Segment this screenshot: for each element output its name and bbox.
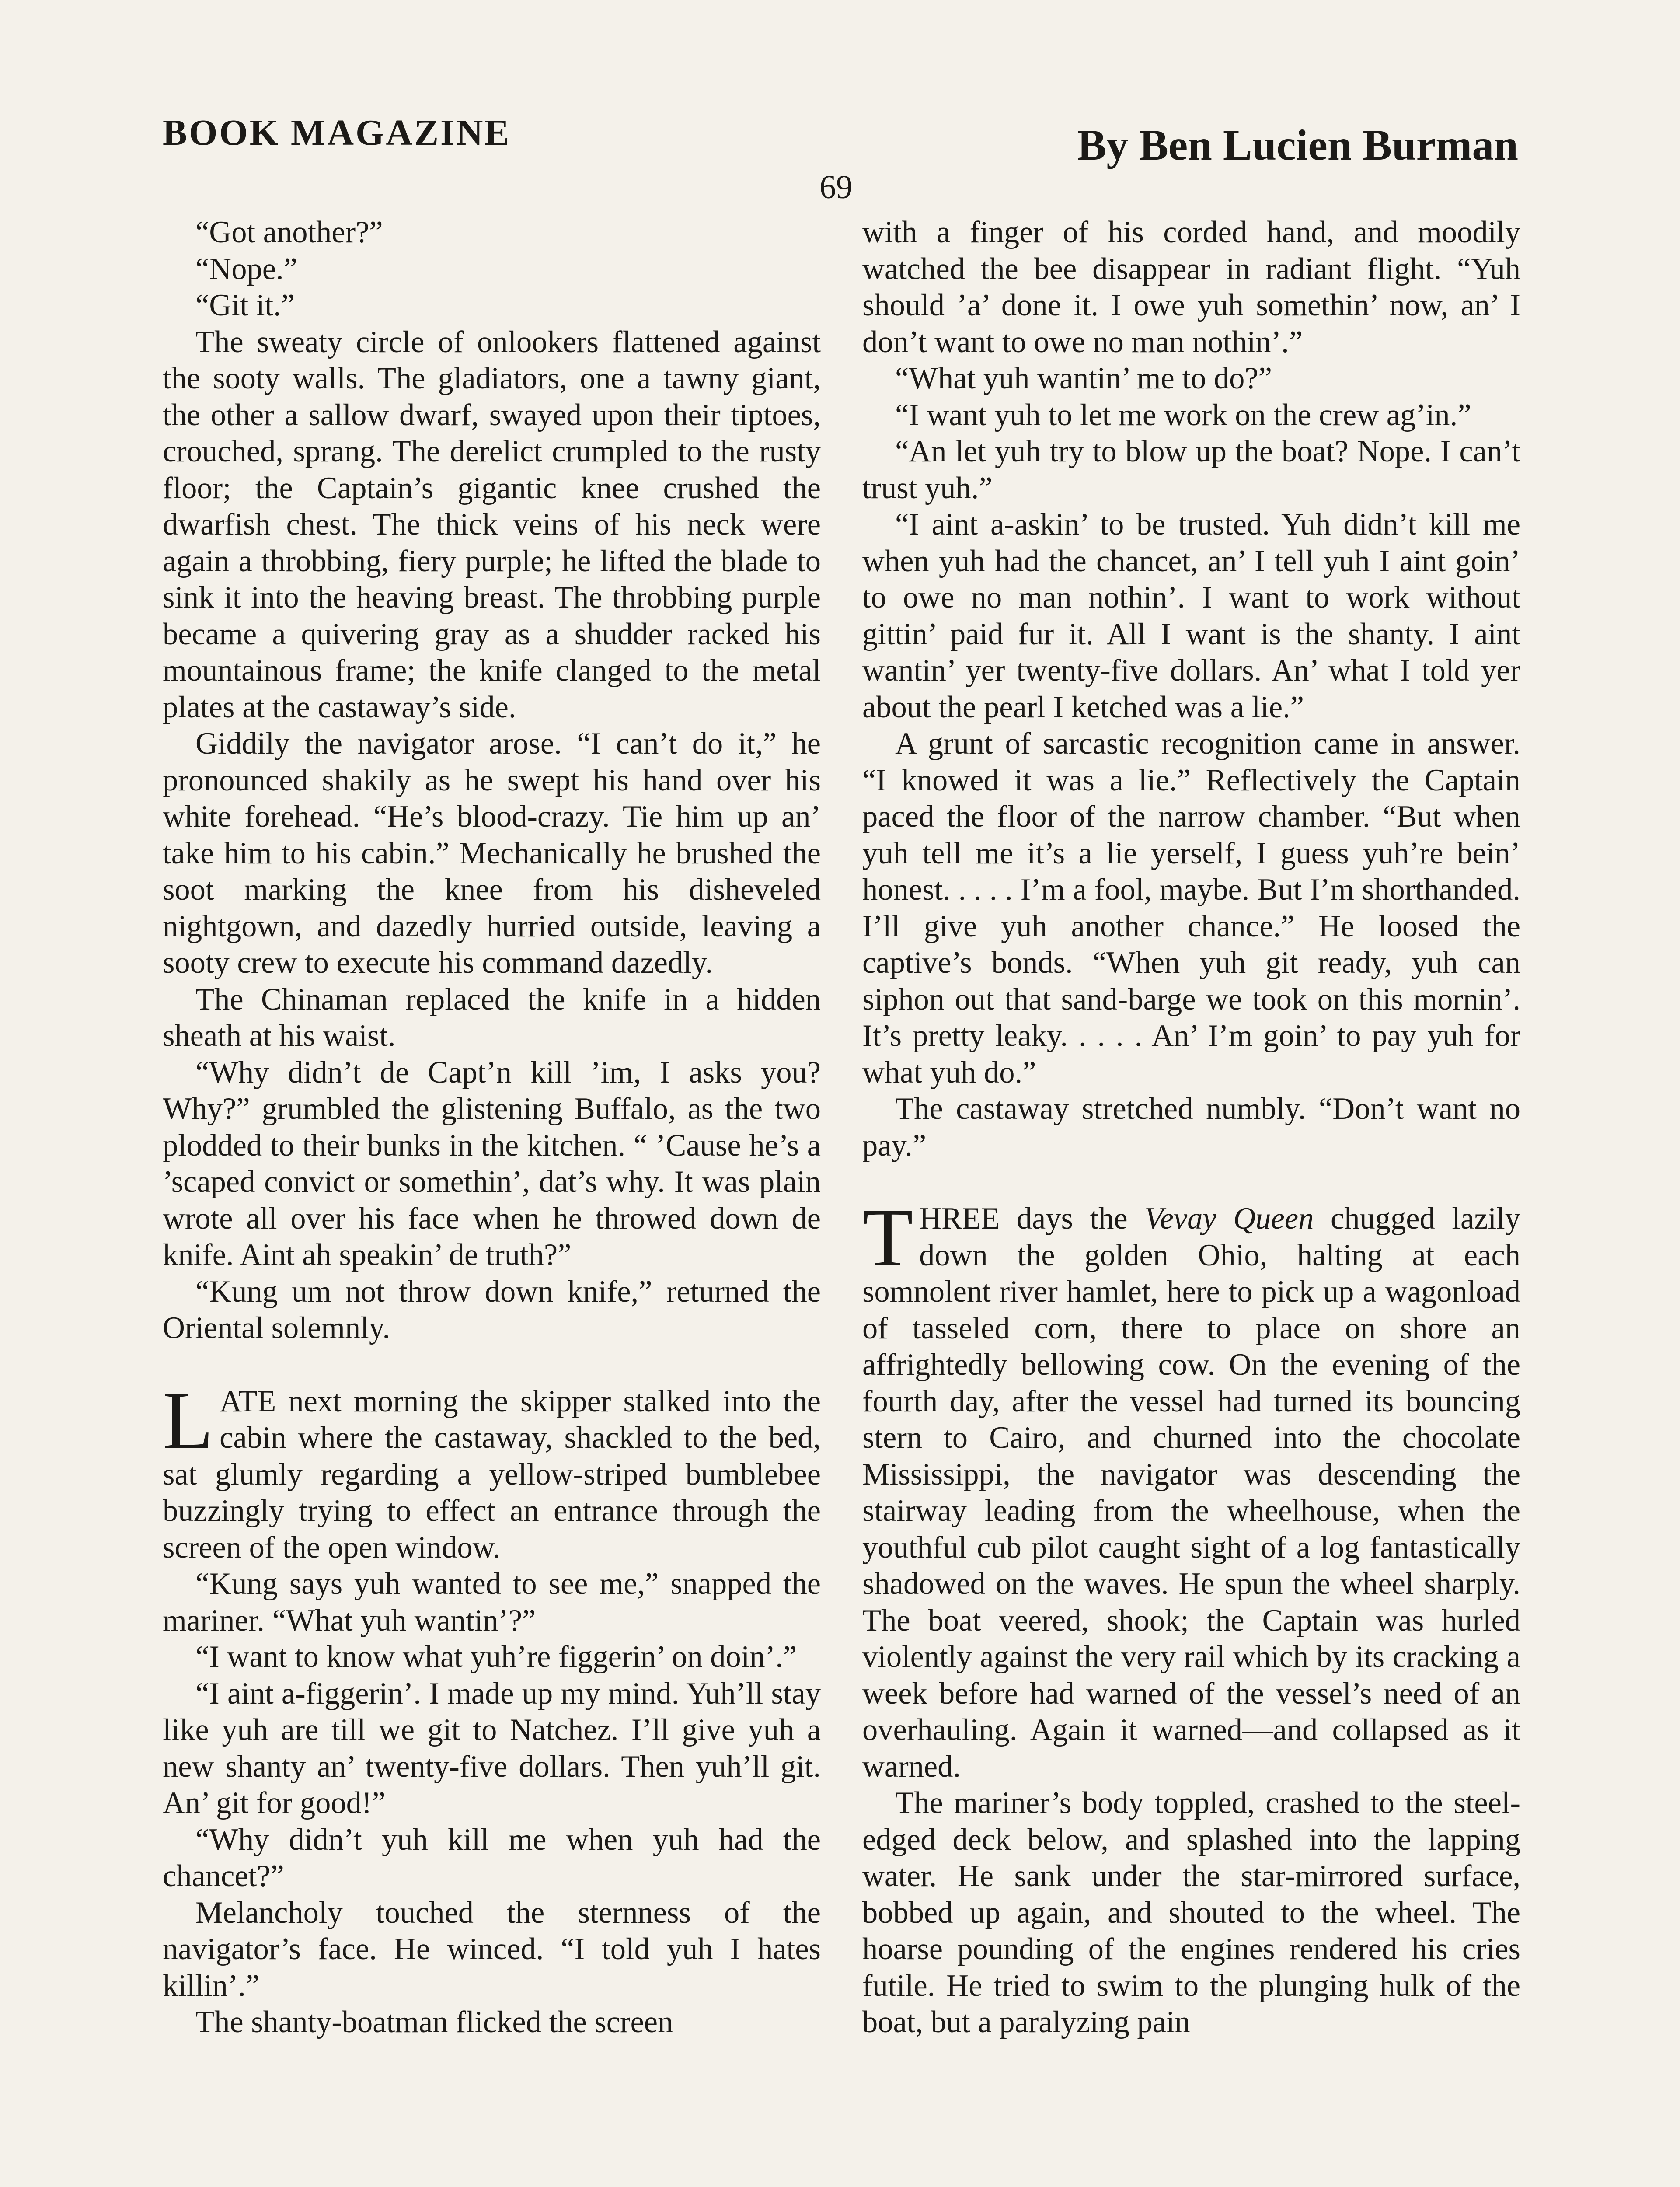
drop-cap: L bbox=[163, 1374, 214, 1467]
right-text-column bbox=[862, 214, 1520, 2041]
paragraph: “Why didn’t yuh kill me when yuh had the chancet?” bbox=[163, 1822, 821, 1893]
paragraph: The mariner’s body toppled, crashed to the steel-edged deck below, and splashed into the lapping water. He sank under the star-mirrored surface, bobbed up again, and shouted to the wheel. The hoarse pounding of the engines rendered his cries futile. He tried to swim to the plunging hulk of the boat, but a paralyzing pain bbox=[862, 1786, 1520, 2039]
paragraph: The Chinaman replaced the knife in a hidden sheath at his waist. bbox=[163, 982, 821, 1053]
section-paragraph bbox=[862, 1192, 1521, 1785]
author-byline: By Ben Lucien Burman bbox=[1077, 121, 1518, 169]
paragraph: “An let yuh try to blow up the boat? Nope. I can’t trust yuh.” bbox=[862, 434, 1520, 505]
paragraph: Giddily the navigator arose. “I can’t do it,” he pronounced shakily as he swept his hand over his white forehead. “He’s blood-crazy. Tie him up an’ take him to his cabin.” Mechanically he brushed the soot marking the knee from his disheveled nightgown, and dazedly hurried outside, leaving a sooty crew to execute his command dazedly. bbox=[163, 727, 821, 980]
paragraph: The castaway stretched numbly. “Don’t want no pay.” bbox=[862, 1092, 1520, 1163]
paragraph: “What yuh wantin’ me to do?” bbox=[895, 361, 1272, 395]
paragraph: “I aint a-askin’ to be trusted. Yuh didn’t kill me when yuh had the chancet, an’ I tell yuh I aint goin’ to owe no man nothin’. I want to work without gittin’ paid fur it. All I want is the shanty. I aint wantin’ yer twenty-five dollars. An’ what I told yer about the pearl I ketched was a lie.” bbox=[862, 507, 1520, 724]
paragraph: “I want to know what yuh’re figgerin’ on doin’.” bbox=[195, 1640, 797, 1674]
publication-name: BOOK MAGAZINE bbox=[163, 112, 511, 153]
paragraph: “Git it.” bbox=[195, 288, 295, 322]
paragraph: Melancholy touched the sternness of the navigator’s face. He winced. “I told yuh I hates killin’.” bbox=[163, 1895, 821, 2003]
paragraph-text: HREE days the bbox=[919, 1202, 1145, 1236]
paragraph-text: ATE next morning the skipper stalked into the cabin where the castaway, shackled to the bed, sat glumly regarding a yellow-striped bumblebee buzzingly trying to effect an entrance through the screen of the open window. bbox=[163, 1384, 821, 1565]
ship-name: Vevay Queen bbox=[1144, 1202, 1314, 1236]
paragraph: with a finger of his corded hand, and moodily watched the bee disappear in radiant flight. “Yuh should ’a’ done it. I owe yuh somethin’ now, an’ I don’t want to owe no man nothin’.” bbox=[862, 215, 1520, 359]
paragraph: The sweaty circle of onlookers flattened against the sooty walls. The gladiators, one a tawny giant, the other a sallow dwarf, swayed upon their tiptoes, crouched, sprang. The derelict crumpled to the rusty floor; the Captain’s gigantic knee crushed the dwarfish chest. The thick veins of his neck were again a throbbing, fiery purple; he lifted the blade to sink it into the heaving breast. The throbbing purple became a quivering gray as a shudder racked his mountainous frame; the knife clanged to the metal plates at the castaway’s side. bbox=[163, 325, 821, 724]
page-number: 69 bbox=[819, 169, 853, 206]
paragraph: “Kung um not throw down knife,” returned the Oriental solemnly. bbox=[163, 1274, 821, 1345]
paragraph-text: chugged lazily down the golden Ohio, halting at each somnolent river hamlet, here to pick up a wagonload of tasseled corn, there to place on shore an affrightedly bellowing cow. On the evening of the fourth day, after the vessel had turned its bouncing stern to Cairo, and churned into the chocolate Mississippi, the navigator was descending the stairway leading from the wheelhouse, when the youthful cub pilot caught sight of a log fantastically shadowed on the waves. He spun the wheel sharply. The boat veered, shook; the Captain was hurled violently against the very rail which by its cracking a week before had warned of the vessel’s need of an overhauling. Again it warned—and collapsed as it warned. bbox=[862, 1202, 1521, 1784]
paragraph: A grunt of sarcastic recognition came in answer. “I knowed it was a lie.” Reflectively the Captain paced the floor of the narrow chamber. “But when yuh tell me it’s a lie yerself, I guess yuh’re bein’ honest. . . . . I’m a fool, maybe. But I’m shorthanded. I’ll give yuh another chance.” He loosed the captive’s bonds. “When yuh git ready, yuh can siphon out that sand-barge we took on this mornin’. It’s pretty leaky. . . . . An’ I’m goin’ to pay yuh for what yuh do.” bbox=[862, 727, 1520, 1090]
paragraph: “Got another?” bbox=[195, 215, 383, 249]
section-paragraph bbox=[163, 1374, 821, 1566]
paragraph: “I want yuh to let me work on the crew ag’in.” bbox=[895, 398, 1471, 432]
left-text-column bbox=[163, 214, 821, 2041]
paragraph: “Why didn’t de Capt’n kill ’im, I asks you? Why?” grumbled the glistening Buffalo, as the two plodded to their bunks in the kitchen. “ ’Cause he’s a ’scaped convict or somethin’, dat’s why. It was plain wrote all over his face when he throwed down de knife. Aint ah speakin’ de truth?” bbox=[163, 1055, 821, 1272]
drop-cap: T bbox=[862, 1192, 913, 1284]
paragraph: The shanty-boatman flicked the screen bbox=[195, 2005, 673, 2039]
paragraph: “Kung says yuh wanted to see me,” snapped the mariner. “What yuh wantin’?” bbox=[163, 1567, 821, 1638]
paragraph: “Nope.” bbox=[195, 252, 297, 286]
paragraph: “I aint a-figgerin’. I made up my mind. Yuh’ll stay like yuh are till we git to Natchez. I’ll give yuh a new shanty an’ twenty-five dollars. Then yuh’ll git. An’ git for good!” bbox=[163, 1676, 821, 1820]
